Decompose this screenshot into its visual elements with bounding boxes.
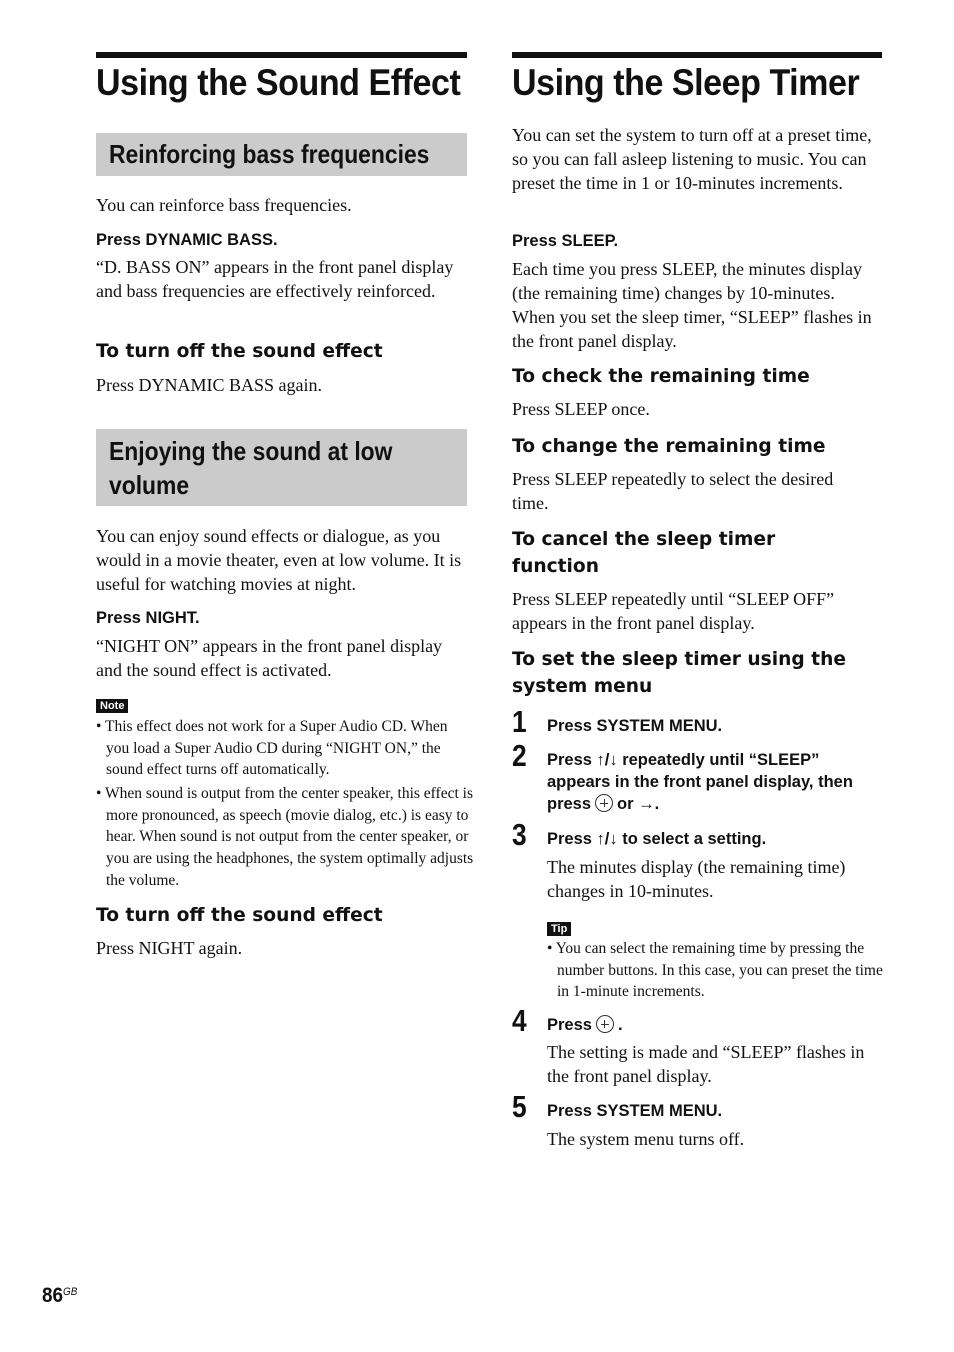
step-1-instruction: Press SYSTEM MENU.	[547, 717, 723, 735]
note-item-2: • When sound is output from the center speaker, this effect is more pronounced, as speech (movie dialog, etc.) is easy to hear. When sound is not output from the center speaker, or you are using the headphones, the system optimally adjusts the volume.	[96, 785, 474, 889]
step-1-number: 1	[512, 704, 527, 739]
night-intro: You can enjoy sound effects or dialogue, as you would in a movie theater, even at low volume. It is useful for watching movies at night.	[96, 526, 462, 594]
check-text: Press SLEEP once.	[512, 399, 650, 419]
bass-section-heading	[96, 133, 467, 176]
note-label: Note	[96, 699, 128, 713]
right-title-rule	[512, 52, 882, 58]
page-number	[42, 1284, 77, 1308]
night-off-text: Press NIGHT again.	[96, 938, 243, 958]
check-heading: To check the remaining time	[512, 365, 810, 387]
right-page-title: Using the Sleep Timer	[512, 62, 860, 103]
night-section-heading-line2: volume	[109, 470, 190, 500]
night-description: “NIGHT ON” appears in the front panel display and the sound effect is activated.	[96, 636, 443, 680]
night-section-heading	[96, 429, 467, 506]
step-3-number: 3	[512, 817, 527, 852]
step-4-instruction-text: Press	[547, 1016, 592, 1034]
bass-intro: You can reinforce bass frequencies.	[96, 195, 352, 215]
enter-button-icon	[596, 1015, 614, 1033]
change-heading: To change the remaining time	[512, 435, 826, 457]
step-2-instruction-tail: or →.	[617, 795, 660, 813]
step-3-detail: The minutes display (the remaining time) changes in 10-minutes.	[547, 857, 846, 901]
night-press-instruction: Press NIGHT.	[96, 609, 200, 627]
tip-label: Tip	[547, 922, 571, 936]
page-number-suffix: GB	[63, 1286, 78, 1298]
step-4-number: 4	[512, 1003, 527, 1038]
page-number-value: 86	[42, 1284, 64, 1307]
cancel-heading: To cancel the sleep timer function	[512, 528, 776, 577]
cancel-text: Press SLEEP repeatedly until “SLEEP OFF” appears in the front panel display.	[512, 589, 835, 633]
note-item-1: • This effect does not work for a Super Audio CD. When you load a Super Audio CD during “NIGHT ON,” the sound effect turns off automatically.	[96, 718, 448, 779]
left-title-rule	[96, 52, 467, 58]
step-2-instruction	[547, 749, 882, 815]
bass-section-heading-text: Reinforcing bass frequencies	[109, 139, 430, 169]
sleep-description: Each time you press SLEEP, the minutes display (the remaining time) changes by 10-minutes. When you set the sleep timer, “SLEEP” flashes in the front panel display.	[512, 259, 872, 351]
bass-off-heading: To turn off the sound effect	[96, 340, 383, 362]
step-2-instruction-text: Press ↑/↓ repeatedly until “SLEEP” appears in the front panel display, then press	[547, 751, 853, 813]
bass-press-instruction: Press DYNAMIC BASS.	[96, 231, 278, 249]
night-section-heading-line1: Enjoying the sound at low	[109, 436, 393, 466]
step-5-instruction: Press SYSTEM MENU.	[547, 1102, 723, 1120]
tip-item: • You can select the remaining time by pressing the number buttons. In this case, you can preset the time in 1-minute increments.	[547, 940, 883, 1001]
left-page-title: Using the Sound Effect	[96, 62, 461, 103]
step-4-instruction-tail: .	[617, 1016, 623, 1034]
step-2-number: 2	[512, 738, 527, 773]
step-4-detail: The setting is made and “SLEEP” flashes in the front panel display.	[547, 1042, 865, 1086]
bass-description: “D. BASS ON” appears in the front panel display and bass frequencies are effectively reinforced.	[96, 257, 454, 301]
step-5-detail: The system menu turns off.	[547, 1129, 745, 1149]
sleep-press-instruction: Press SLEEP.	[512, 232, 619, 250]
night-off-heading: To turn off the sound effect	[96, 904, 383, 926]
step-5-number: 5	[512, 1089, 527, 1124]
bass-off-text: Press DYNAMIC BASS again.	[96, 375, 323, 395]
step-3-instruction: Press ↑/↓ to select a setting.	[547, 830, 767, 848]
sleep-intro: You can set the system to turn off at a preset time, so you can fall asleep listening to music. You can preset the time in 1 or 10-minutes increments.	[512, 125, 872, 193]
change-text: Press SLEEP repeatedly to select the desired time.	[512, 469, 834, 513]
menu-heading: To set the sleep timer using the system menu	[512, 648, 846, 697]
enter-button-icon	[595, 794, 613, 812]
step-4-instruction	[547, 1014, 882, 1036]
